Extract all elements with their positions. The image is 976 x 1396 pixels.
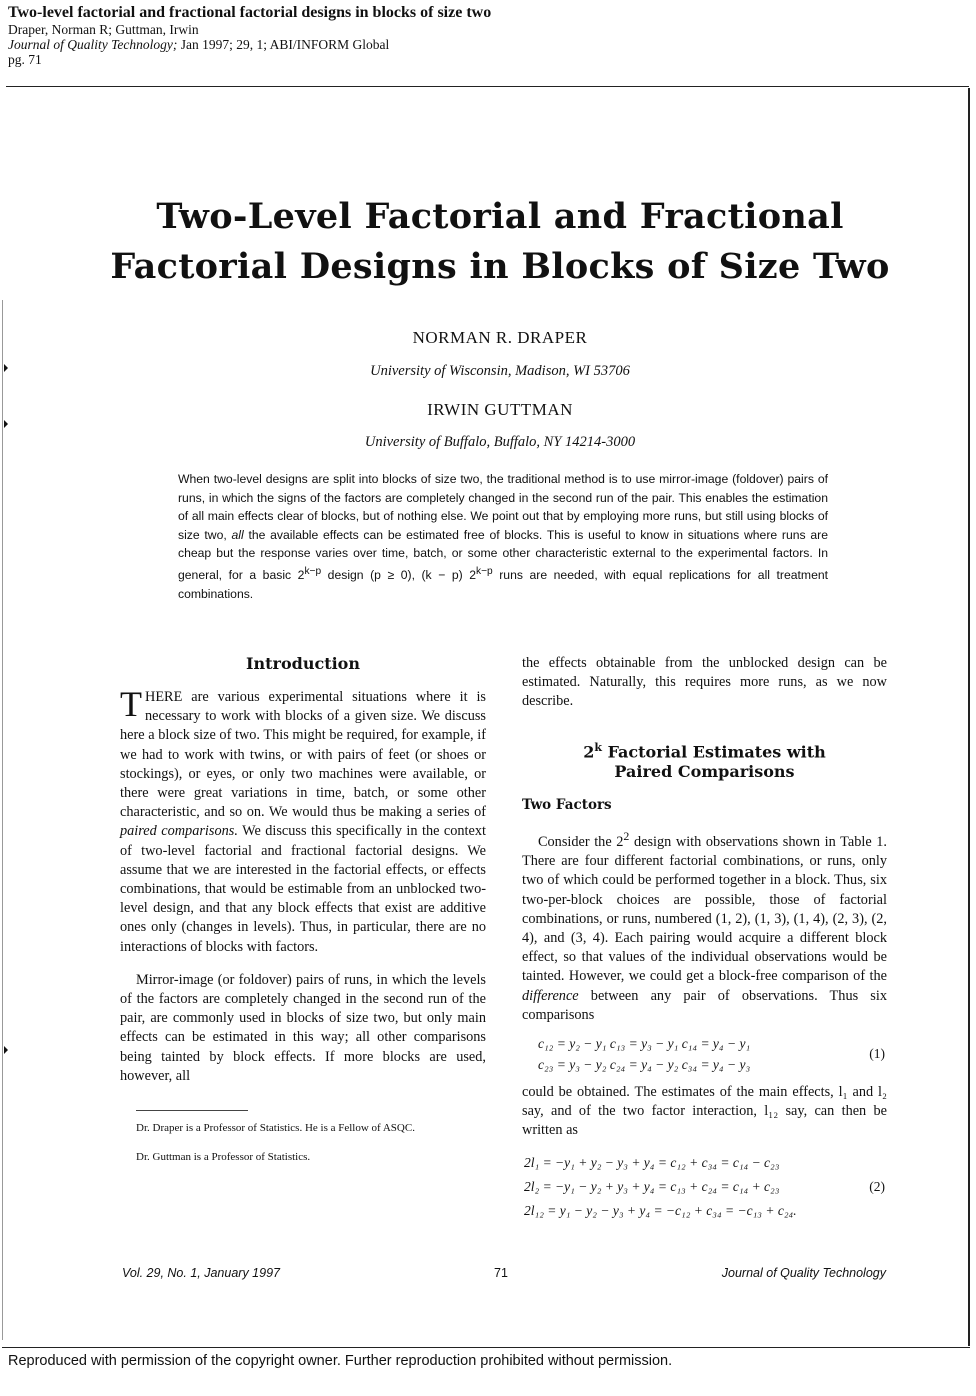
top-rule bbox=[6, 86, 969, 87]
citation-page: pg. 71 bbox=[8, 52, 42, 67]
article-title-line-2: Factorial Designs in Blocks of Size Two bbox=[110, 246, 890, 287]
equation-1 bbox=[522, 1033, 887, 1075]
two-factors-paragraph bbox=[522, 827, 887, 1025]
citation-source bbox=[8, 37, 968, 52]
subheading-two-factors: Two Factors bbox=[522, 796, 612, 813]
margin-marker bbox=[4, 420, 8, 428]
heading-base: 2 bbox=[583, 741, 595, 761]
article-title-line-1: Two-Level Factorial and Fractional bbox=[156, 196, 844, 237]
citation-title: Two-level factorial and fractional factorial designs in blocks of size two bbox=[8, 4, 492, 21]
section-heading-introduction: Introduction bbox=[246, 654, 360, 673]
intro-paragraph-1 bbox=[120, 684, 486, 957]
footer-journal: Journal of Quality Technology bbox=[721, 1266, 886, 1280]
abstract-text: the available effects can be estimated free of blocks. This is useful to know in situations where runs are cheap but the response varies over time, batch, or some other characteristic external to the experimental factors. In general, for a basic 2 bbox=[178, 527, 828, 583]
abstract-exponent: k−p bbox=[304, 565, 322, 577]
equation-row: c₂₃ = y₃ − y₂ c₂₄ = y₄ − y₂ c₃₄ = y₄ − y₃ bbox=[538, 1056, 751, 1072]
equation-row: c₁₂ = y₂ − y₁ c₁₃ = y₃ − y₁ c₁₄ = y₄ − y₁ bbox=[538, 1035, 751, 1051]
paragraph-text: between any pair of observations. Thus six comparisons bbox=[522, 987, 887, 1023]
footer-volume: Vol. 29, No. 1, January 1997 bbox=[122, 1266, 280, 1280]
continued-paragraph: the effects obtainable from the unblocked design can be estimated. Naturally, this requires more runs, as we now describe. bbox=[522, 655, 887, 710]
paragraph-text: We discuss this specifically in the context of two-level factorial and fractional factorial designs. We assume that we are interested in the factorial effects, or effects combinations, that would be estimable from an unblocked two-level design, and that any block effects that exist are additive ones only (changes in levels). Thus, in particular, there are no interactions of blocks with factors. bbox=[120, 823, 486, 955]
emphasis-text: paired comparisons. bbox=[120, 823, 238, 840]
citation-authors: Draper, Norman R; Guttman, Irwin bbox=[8, 22, 199, 37]
equation-row: 2l₂ = −y₁ − y₂ + y₃ + y₄ = c₁₃ + c₂₄ = c₁₄ + c₂₃ bbox=[524, 1178, 780, 1194]
right-column bbox=[522, 654, 887, 1231]
intro-paragraph-2: Mirror-image (or foldover) pairs of runs, in which the levels of the factors are completely changed in the second run of the pair, are commonly used in blocks of size two, but only main effects can be estimated in this way; all other comparisons being tainted by block effects. If more blocks are used, however, all bbox=[120, 971, 486, 1084]
footnote-draper: Dr. Draper is a Professor of Statistics. He is a Fellow of ASQC. bbox=[136, 1122, 415, 1135]
equation-2 bbox=[522, 1151, 887, 1223]
citation-journal: Journal of Quality Technology; bbox=[8, 37, 178, 52]
citation-header bbox=[8, 4, 968, 67]
abstract bbox=[178, 470, 828, 603]
footnote-rule bbox=[136, 1110, 248, 1111]
section-heading-factorial bbox=[522, 738, 887, 782]
author-name-1: NORMAN R. DRAPER bbox=[412, 328, 588, 347]
drop-cap: T bbox=[120, 684, 142, 724]
small-caps-lead: HERE bbox=[145, 689, 183, 705]
author-affiliation-1: University of Wisconsin, Madison, WI 53706 bbox=[370, 363, 630, 379]
margin-marker bbox=[4, 1046, 8, 1054]
exponent: 2 bbox=[623, 829, 630, 844]
estimates-paragraph: could be obtained. The estimates of the main effects, l₁ and l₂ say, and of the two factor interaction, l₁₂ say, can then be written as bbox=[522, 1083, 887, 1139]
emphasis-text: difference bbox=[522, 987, 579, 1004]
heading-text-line-2: Paired Comparisons bbox=[614, 761, 795, 781]
abstract-text: runs are needed, with equal replications for all treatment combinations. bbox=[178, 568, 829, 601]
page-footer bbox=[122, 1266, 886, 1280]
paragraph-text: are various experimental situations where it is necessary to work with blocks of a given size. We discuss here a block size of two. This might be required, for example, if we had to work with twins, or with pairs of feet (or shoes or stockings), or eyes, or only two machines were available, or there were great variations in time, batch, or some other characteristic, and so on. We would thus be making a series of bbox=[120, 689, 486, 821]
footnote-guttman: Dr. Guttman is a Professor of Statistics. bbox=[136, 1151, 311, 1164]
equation-number: (1) bbox=[869, 1045, 885, 1061]
author-name-2: IRWIN GUTTMAN bbox=[427, 400, 573, 419]
page-frame-left bbox=[2, 300, 3, 1340]
page-frame-right bbox=[968, 88, 970, 1346]
author-affiliation-2: University of Buffalo, Buffalo, NY 14214-3000 bbox=[364, 434, 636, 450]
paragraph-text: design with observations shown in Table 1. There are four different factorial combinations, or runs, only two of which could be performed together in a block. Thus, six two-per-block choices are possible, those of factorial combinations, or runs, numbered (1, 2), (1, 3), (1, 4), (2, 3), (2, 4), and (3, 4). Each pairing would acquire a different block effect, so that values of the individual observations would be tainted. However, we could get a block-free comparison of the bbox=[522, 833, 887, 985]
article-title bbox=[60, 192, 940, 292]
citation-issue: Jan 1997; 29, 1; ABI/INFORM Global bbox=[177, 37, 390, 52]
heading-exponent: k bbox=[594, 740, 602, 754]
abstract-emphasis: all bbox=[231, 527, 244, 542]
left-column bbox=[120, 654, 486, 1179]
footer-page-number: 71 bbox=[494, 1266, 508, 1280]
abstract-text: When two-level designs are split into blocks of size two, the traditional method is to use mirror-image (foldover) pairs of runs, in which the signs of the factors are completely changed in the second run of the pair. This enables the estimation of all main effects clear of blocks, but of nothing else. We point out that by employing more runs, but still using blocks of size two, bbox=[178, 472, 828, 542]
equation-row: 2l₁ = −y₁ + y₂ − y₃ + y₄ = c₁₂ + c₃₄ = c₁₄ − c₂₃ bbox=[524, 1154, 780, 1170]
reproduction-notice: Reproduced with permission of the copyright owner. Further reproduction prohibited without permission. bbox=[8, 1353, 673, 1369]
paragraph-text: Consider the 2 bbox=[538, 833, 624, 850]
abstract-text: design (p ≥ 0), (k − p) 2 bbox=[321, 568, 477, 583]
bottom-rule bbox=[2, 1347, 970, 1348]
abstract-exponent: k−p bbox=[476, 565, 493, 577]
heading-text: Factorial Estimates with bbox=[602, 741, 826, 761]
equation-number: (2) bbox=[869, 1178, 885, 1194]
equation-row: 2l₁₂ = y₁ − y₂ − y₃ + y₄ = −c₁₂ + c₃₄ = −c₁₃ + c₂₄. bbox=[524, 1202, 797, 1218]
